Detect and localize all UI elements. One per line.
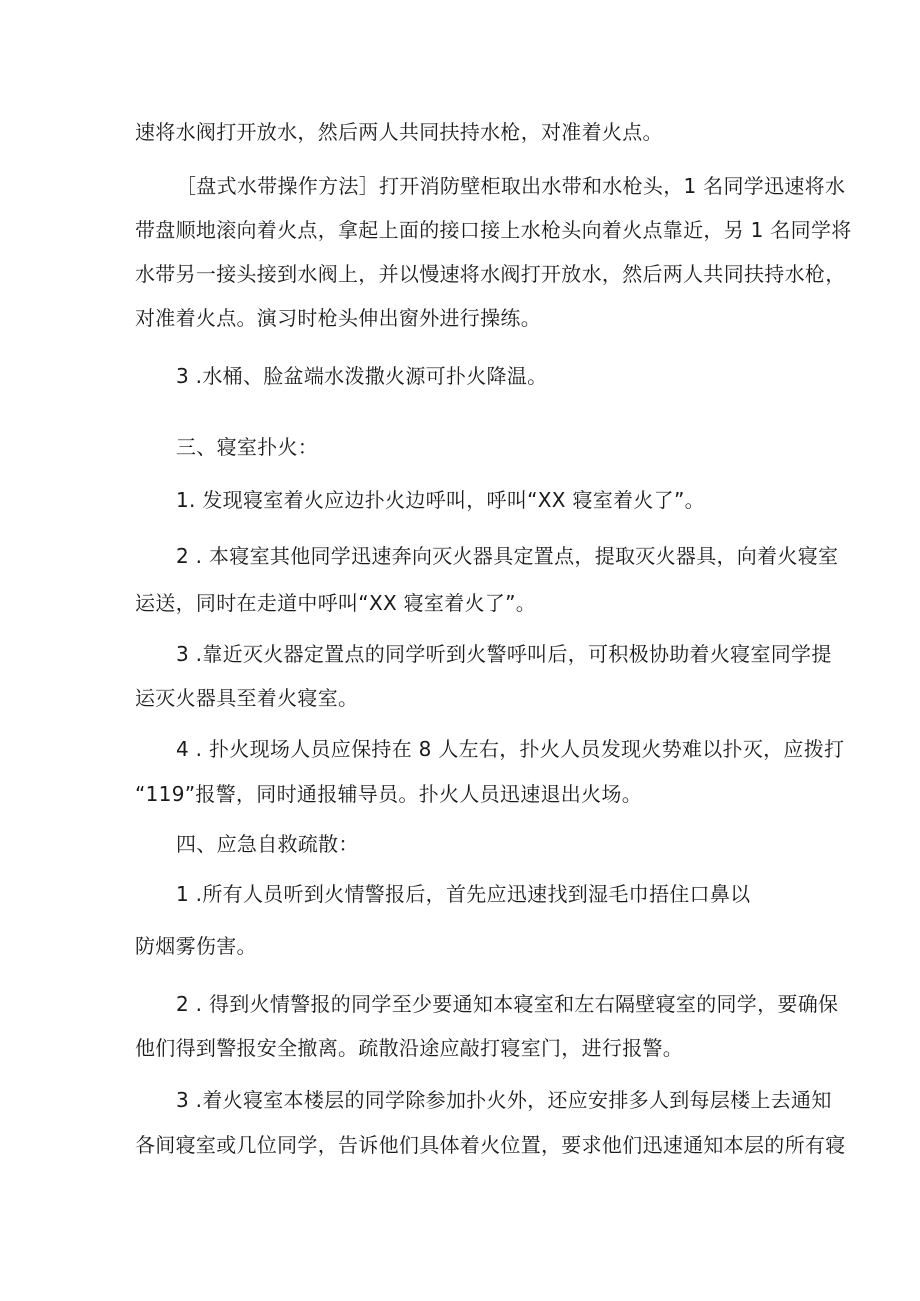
text-line: 2 . 本寝室其他同学迅速奔向灭火器具定置点，提取灭火器具，向着火寝室 — [176, 544, 839, 568]
text-line: 各间寝室或几位同学，告诉他们具体着火位置，要求他们迅速通知本层的所有寝 — [135, 1133, 846, 1157]
text-line: 防烟雾伤害。 — [135, 934, 257, 958]
text-line: 运送，同时在走道中呼叫“XX 寝室着火了”。 — [135, 591, 537, 615]
text-line: 1 .所有人员听到火情警报后，首先应迅速找到湿毛巾捂住口鼻以 — [176, 882, 751, 906]
text-line: 1. 发现寝室着火应边扑火边呼叫，呼叫“XX 寝室着火了”。 — [176, 488, 705, 512]
text-line: 带盘顺地滚向着火点，拿起上面的接口接上水枪头向着火点靠近，另 1 名同学将 — [135, 218, 852, 242]
text-line: 水带另一接头接到水阀上，并以慢速将水阀打开放水，然后两人共同扶持水枪， — [135, 262, 846, 286]
text-line: 3 .水桶、脸盆端水泼撒火源可扑火降温。 — [176, 364, 548, 388]
text-line: 他们得到警报安全撤离。疏散沿途应敲打寝室门，进行报警。 — [135, 1036, 684, 1060]
text-line: ［盘式水带操作方法］打开消防壁柜取出水带和水枪头，1 名同学迅速将水 — [176, 174, 846, 198]
section-heading: 三、寝室扑火： — [176, 435, 319, 459]
text-line: 运灭火器具至着火寝室。 — [135, 686, 359, 710]
text-line: 速将水阀打开放水，然后两人共同扶持水枪，对准着火点。 — [135, 120, 663, 144]
text-line: 3 .着火寝室本楼层的同学除参加扑火外，还应安排多人到每层楼上去通知 — [176, 1088, 832, 1112]
text-line: “119”报警，同时通报辅导员。扑火人员迅速退出火场。 — [135, 782, 642, 806]
text-line: 4 . 扑火现场人员应保持在 8 人左右，扑火人员发现火势难以扑灭，应拨打 — [176, 737, 845, 761]
text-line: 3 .靠近灭火器定置点的同学听到火警呼叫后，可积极协助着火寝室同学提 — [176, 642, 832, 666]
section-heading: 四、应急自救疏散： — [176, 832, 359, 856]
text-line: 2 . 得到火情警报的同学至少要通知本寝室和左右隔壁寝室的同学，要确保 — [176, 992, 839, 1016]
text-line: 对准着火点。演习时枪头伸出窗外进行操练。 — [135, 306, 541, 330]
